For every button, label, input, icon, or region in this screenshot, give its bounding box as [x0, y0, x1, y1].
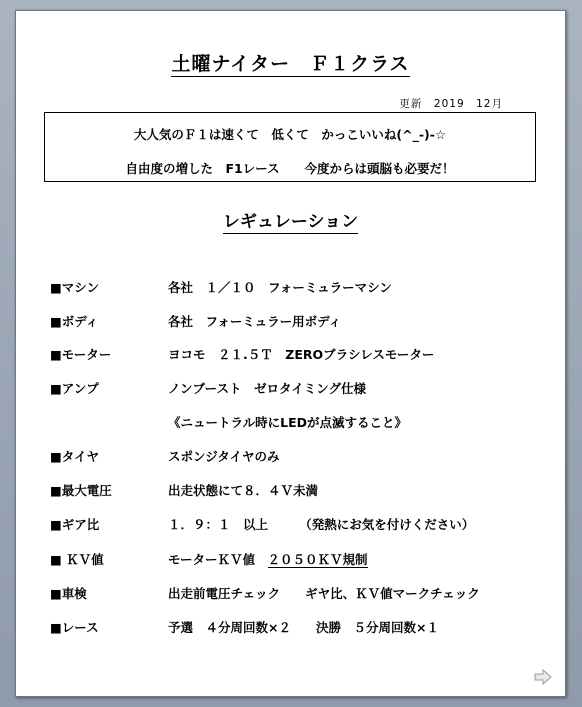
rule-label: ■ボディ: [50, 314, 99, 329]
intro-box: [44, 112, 536, 182]
section-title-text: レギュレーション: [222, 212, 359, 232]
arrow-right-icon[interactable]: [533, 668, 553, 686]
rule-value: 出走状態にて８．４Ｖ未満: [168, 483, 319, 498]
rule-label: ■アンプ: [50, 381, 99, 396]
rule-label: ■最大電圧: [50, 483, 112, 498]
rule-value: 出走前電圧チェック ギヤ比、ＫＶ値マークチェック: [168, 586, 480, 601]
rule-value: ヨコモ ２１.５Ｔ ZEROブラシレスモーター: [168, 347, 435, 362]
intro-line-1: 大人気のＦ１は速くて 低くて かっこいいね(^_-)-☆: [133, 127, 447, 142]
document-page: [15, 10, 566, 697]
rule-value: １．９：１ 以上 （発熱にお気を付けください）: [168, 517, 475, 532]
rule-value: 各社 １／１０ フォーミュラーマシン: [168, 280, 392, 295]
rule-value: スポンジタイヤのみ: [168, 449, 280, 464]
rule-label: ■モーター: [50, 347, 112, 362]
updated-date: 更新 2019 12月: [399, 98, 503, 110]
rule-label: ■レース: [50, 620, 99, 635]
rule-label: ■タイヤ: [50, 449, 100, 464]
rule-value: 《ニュートラル時にLEDが点滅すること》: [168, 415, 408, 430]
rule-value: 予選 ４分周回数×２ 決勝 ５分周回数×１: [168, 620, 439, 635]
rule-value: [168, 550, 368, 568]
page-title: [16, 49, 565, 76]
rule-label: ■マシン: [50, 280, 99, 295]
rule-value-prefix: モーターＫＶ値: [168, 552, 268, 567]
rule-label: ■車検: [50, 586, 87, 601]
rule-label: ■ギア比: [50, 517, 100, 532]
rule-value: ノンブースト ゼロタイミング仕様: [168, 381, 367, 396]
section-title: [16, 207, 565, 232]
rule-label: ■ ＫＶ値: [50, 552, 104, 567]
intro-line-2: 自由度の増した F1レース 今度からは頭脳も必要だ！: [125, 161, 455, 176]
rule-value: 各社 フォーミュラー用ボディ: [168, 314, 342, 329]
page-title-text: 土曜ナイター Ｆ１クラス: [171, 53, 410, 75]
rule-value-underlined: ２０５０ＫＶ規制: [267, 552, 368, 567]
